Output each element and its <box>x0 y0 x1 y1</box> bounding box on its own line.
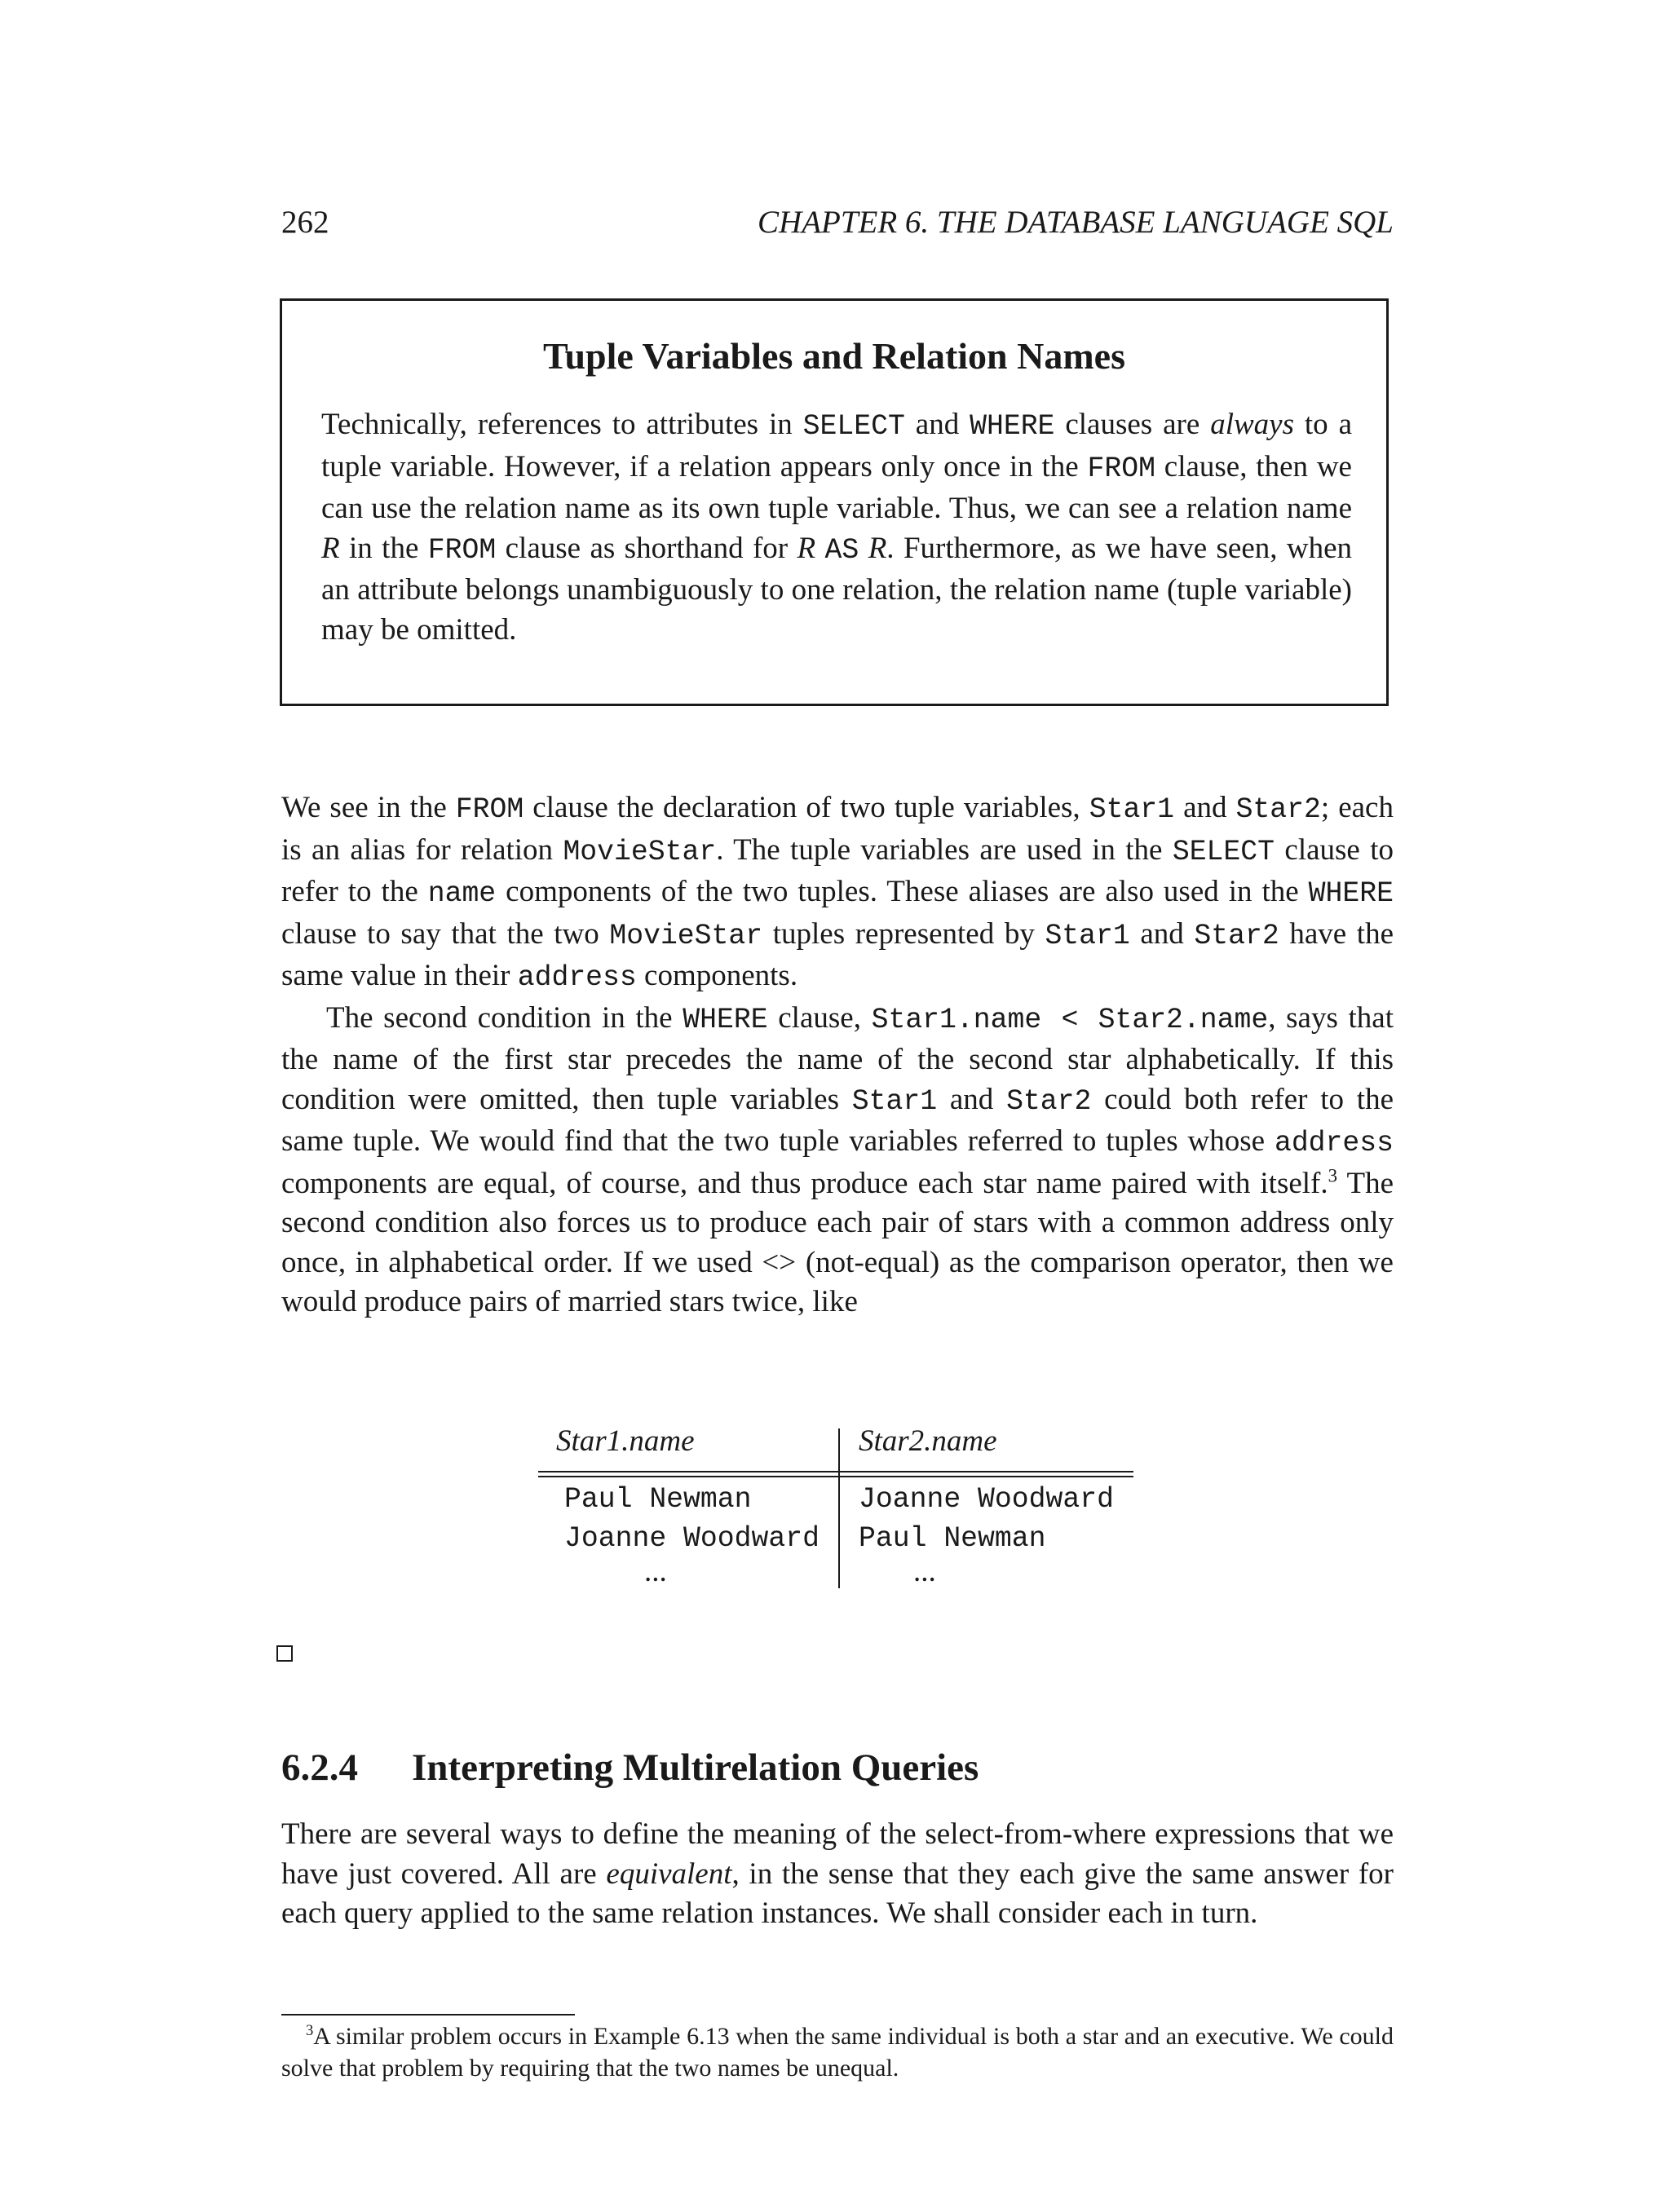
footnote <box>281 2020 1394 2084</box>
text-run: clause to refer to the <box>281 832 1394 908</box>
text-run: ; each is an alias for relation <box>281 791 1394 867</box>
math-r: R <box>321 531 340 565</box>
text-run: in the <box>339 531 428 565</box>
text-run: to a tuple variable. However, if a relation appears only once in the <box>321 408 1352 483</box>
text-run: clauses are <box>1054 408 1211 441</box>
table-cell: Paul Newman <box>564 1484 752 1516</box>
not-equal-operator: <> <box>762 1245 797 1279</box>
footnote-mark: 3 <box>306 2022 314 2039</box>
math-r: R <box>797 531 816 565</box>
paragraph-2 <box>281 999 1394 1322</box>
text-run: . Furthermore, as we have seen, when an attribute belongs unambiguously to one relation, the relation name (tuple variable) may be omitted. <box>321 531 1353 647</box>
code-condition: Star1.name < Star2.name <box>871 1004 1269 1036</box>
code-star2: Star2 <box>1006 1085 1092 1118</box>
code-moviestar: MovieStar <box>563 836 717 868</box>
table-cell-ellipsis: ... <box>644 1555 667 1588</box>
text-run: clause, then we can use the relation name as its own tuple variable. Thus, we can see a relation name <box>321 449 1352 525</box>
footnote-rule <box>281 2014 575 2016</box>
keyword-where: WHERE <box>970 411 1055 443</box>
table-header-rule-double <box>538 1476 1133 1477</box>
text-run: and <box>1129 916 1195 951</box>
emphasis-always: always <box>1210 408 1294 441</box>
keyword-from: FROM <box>1087 453 1155 485</box>
text-run: . The tuple variables are used in the <box>716 832 1173 867</box>
code-star1: Star1 <box>1045 920 1130 952</box>
code-star1: Star1 <box>851 1085 938 1118</box>
table-cell: Paul Newman <box>859 1523 1046 1555</box>
text-run: and <box>904 408 970 441</box>
section-number: 6.2.4 <box>281 1746 358 1789</box>
sidebar-box <box>280 298 1389 706</box>
code-name: name <box>427 878 497 910</box>
table-header-star1: Star1.name <box>556 1424 695 1458</box>
text-run: clause, <box>767 1000 872 1035</box>
code-star2: Star2 <box>1235 794 1321 826</box>
emphasis-equivalent: equivalent <box>606 1857 732 1891</box>
chapter-title: CHAPTER 6. THE DATABASE LANGUAGE SQL <box>758 205 1394 240</box>
text-run: There are several ways to define the meaning of the select-from-where expressions that we have just covered. All are <box>281 1817 1394 1891</box>
table-cell: Joanne Woodward <box>564 1523 820 1555</box>
paragraph-1 <box>281 788 1394 1322</box>
section-title: Interpreting Multirelation Queries <box>412 1746 979 1789</box>
page-number: 262 <box>281 205 329 240</box>
table-cell: Joanne Woodward <box>859 1484 1114 1516</box>
text-run: clause as shorthand for <box>496 531 797 565</box>
table-header-rule <box>538 1471 1133 1472</box>
text-run: and <box>937 1082 1007 1116</box>
sidebar-title: Tuple Variables and Relation Names <box>543 335 1125 377</box>
table-header-star2: Star2.name <box>859 1424 997 1458</box>
text-run: clause the declaration of two tuple variables, <box>524 791 1089 824</box>
code-moviestar: MovieStar <box>609 920 763 952</box>
text-run: components. <box>636 959 798 992</box>
text-run: components are equal, of course, and thus produce each star name paired with itself. <box>281 1166 1328 1200</box>
text-run: components of the two tuples. These aliases are also used in the <box>496 875 1309 908</box>
keyword-as: AS <box>824 534 859 567</box>
keyword-from: FROM <box>455 794 524 826</box>
result-table <box>538 1422 1125 1601</box>
text-run: Technically, references to attributes in <box>321 408 803 441</box>
code-address: address <box>517 962 637 994</box>
text-run: have the same value in their <box>281 916 1394 992</box>
section-heading <box>281 1743 1394 1792</box>
text-run: (not-equal) as the comparison operator, then we would produce pairs of married stars twice, like <box>281 1245 1394 1318</box>
text-run: and <box>1174 791 1236 824</box>
end-of-example-marker <box>276 1645 293 1662</box>
text-run: We see in the <box>281 791 456 824</box>
text-run: tuples represented by <box>762 916 1045 951</box>
paragraph-3 <box>281 1815 1394 1934</box>
text-run: The second condition in the <box>326 1000 683 1035</box>
text-run: The second condition also forces us to produce each pair of stars with a common address only once, in alphabetical order. If we used <box>281 1166 1394 1279</box>
footnote-ref[interactable]: 3 <box>1328 1165 1338 1186</box>
footnote-text: A similar problem occurs in Example 6.13 when the same individual is both a star and an executive. We could solve that problem by requiring that the two names be unequal. <box>281 2023 1394 2082</box>
sidebar-text <box>321 405 1352 650</box>
text-run: could both refer to the same tuple. We would find that the two tuple variables referred to tuples whose <box>281 1082 1394 1158</box>
keyword-from: FROM <box>427 534 497 567</box>
text-run: clause to say that the two <box>281 916 610 951</box>
text-run: , says that the name of the first star precedes the name of the second star alphabetically. If this condition were omitted, then tuple variables <box>281 1000 1394 1116</box>
code-star1: Star1 <box>1089 794 1175 826</box>
keyword-select: SELECT <box>1172 836 1275 868</box>
keyword-where: WHERE <box>683 1004 768 1036</box>
keyword-where: WHERE <box>1308 878 1394 910</box>
table-column-divider <box>838 1428 840 1588</box>
text-run: , in the sense that they each give the same answer for each query applied to the same relation instances. We shall consider each in turn. <box>281 1857 1394 1930</box>
code-star2: Star2 <box>1194 920 1279 952</box>
keyword-select: SELECT <box>802 411 905 443</box>
table-cell-ellipsis: ... <box>913 1555 936 1588</box>
code-address: address <box>1274 1128 1394 1159</box>
math-r: R <box>868 531 887 565</box>
